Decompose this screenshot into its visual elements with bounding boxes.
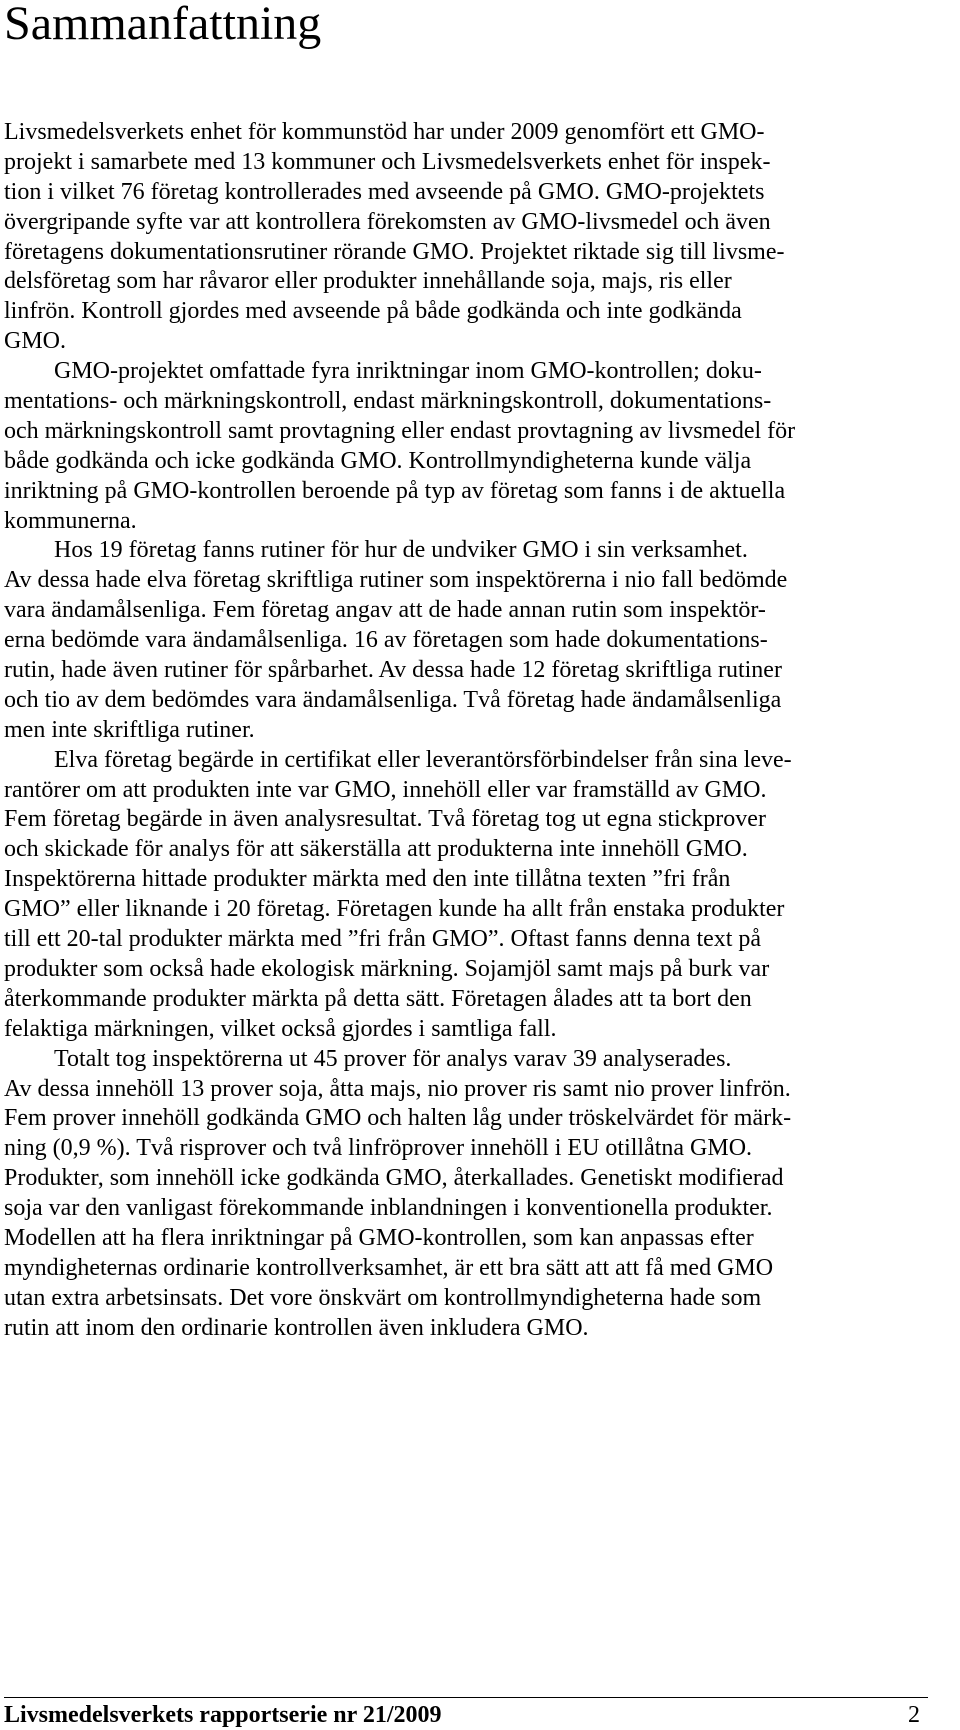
text-line: kommunerna. [4,507,137,534]
text-line: produkter som också hade ekologisk märkning. Sojamjöl samt majs på burk var [4,955,770,982]
text-line: tion i vilket 76 företag kontrollerades med avseende på GMO. GMO-projektets [4,178,765,205]
text-line: återkommande produkter märkta på detta sätt. Företagen ålades att ta bort den [4,985,752,1012]
text-line: till ett 20-tal produkter märkta med ”fri från GMO”. Oftast fanns denna text på [4,926,762,953]
text-line: övergripande syfte var att kontrollera förekomsten av GMO-livsmedel och även [4,208,771,235]
page-number: 2 [908,1702,920,1728]
text-line: Modellen att ha flera inriktningar på GMO-kontrollen, som kan anpassas efter [4,1224,754,1251]
paragraph-first-line: Totalt tog inspektörerna ut 45 prover för analys varav 39 analyserades. [54,1045,732,1072]
footer-divider [4,1697,928,1698]
paragraph-first-line: Elva företag begärde in certifikat eller leverantörsförbindelser från sina leve- [54,746,792,773]
text-line: mentations- och märkningskontroll, endast märkningskontroll, dokumentations- [4,388,772,415]
text-line: felaktiga märkningen, vilket också gjordes i samtliga fall. [4,1015,557,1042]
summary-body [4,118,928,1344]
text-line: Fem prover innehöll godkända GMO och halten låg under tröskelvärdet för märk- [4,1105,792,1132]
paragraph-first-line: Hos 19 företag fanns rutiner för hur de undviker GMO i sin verksamhet. [54,537,748,564]
text-line: företagens dokumentationsrutiner rörande GMO. Projektet riktade sig till livsme- [4,238,785,265]
text-line: Av dessa innehöll 13 prover soja, åtta majs, nio prover ris samt nio prover linfrön. [4,1075,791,1102]
page-title: Sammanfattning [4,0,322,50]
paragraph-first-line: GMO-projektet omfattade fyra inriktningar inom GMO-kontrollen; doku- [54,358,762,385]
text-line: soja var den vanligast förekommande inblandningen i konventionella produkter. [4,1195,773,1222]
text-line: delsföretag som har råvaror eller produkter innehållande soja, majs, ris eller [4,268,732,295]
text-line: och skickade för analys för att säkerställa att produkterna inte innehöll GMO. [4,836,748,863]
text-line: ning (0,9 %). Två risprover och två linfröprover innehöll i EU otillåtna GMO. [4,1135,753,1162]
text-line: Av dessa hade elva företag skriftliga rutiner som inspektörerna i nio fall bedömde [4,567,788,594]
report-series-label: Livsmedelsverkets rapportserie nr 21/2009 [4,1702,442,1728]
text-line: vara ändamålsenliga. Fem företag angav att de hade annan rutin som inspektör- [4,597,766,624]
text-line: GMO” eller liknande i 20 företag. Företagen kunde ha allt från enstaka produkter [4,896,785,923]
text-line: GMO. [4,328,67,355]
text-line: Produkter, som innehöll icke godkända GMO, återkallades. Genetiskt modifierad [4,1165,784,1192]
text-line: erna bedömde vara ändamålsenliga. 16 av företagen som hade dokumentations- [4,627,768,654]
text-line: men inte skriftliga rutiner. [4,716,255,743]
text-line: linfrön. Kontroll gjordes med avseende på både godkända och inte godkända [4,298,742,325]
text-line: Inspektörerna hittade produkter märkta med den inte tillåtna texten ”fri från [4,866,731,893]
text-line: inriktning på GMO-kontrollen beroende på typ av företag som fanns i de aktuella [4,477,786,504]
text-line: både godkända och icke godkända GMO. Kontrollmyndigheterna kunde välja [4,447,752,474]
text-line: rutin, hade även rutiner för spårbarhet. Av dessa hade 12 företag skriftliga rutiner [4,657,782,684]
text-line: rutin att inom den ordinarie kontrollen även inkludera GMO. [4,1314,589,1341]
text-line: utan extra arbetsinsats. Det vore önskvärt om kontrollmyndigheterna hade som [4,1284,762,1311]
text-line: projekt i samarbete med 13 kommuner och Livsmedelsverkets enhet för inspek- [4,148,771,175]
text-line: och tio av dem bedömdes vara ändamålsenliga. Två företag hade ändamålsenliga [4,686,782,713]
text-line: rantörer om att produkten inte var GMO, innehöll eller var framställd av GMO. [4,776,767,803]
text-line: och märkningskontroll samt provtagning eller endast provtagning av livsmedel för [4,417,796,444]
text-line: Fem företag begärde in även analysresultat. Två företag tog ut egna stickprover [4,806,766,833]
text-line: Livsmedelsverkets enhet för kommunstöd har under 2009 genomfört ett GMO- [4,119,765,145]
text-line: myndigheternas ordinarie kontrollverksamhet, är ett bra sätt att att få med GMO [4,1254,774,1281]
